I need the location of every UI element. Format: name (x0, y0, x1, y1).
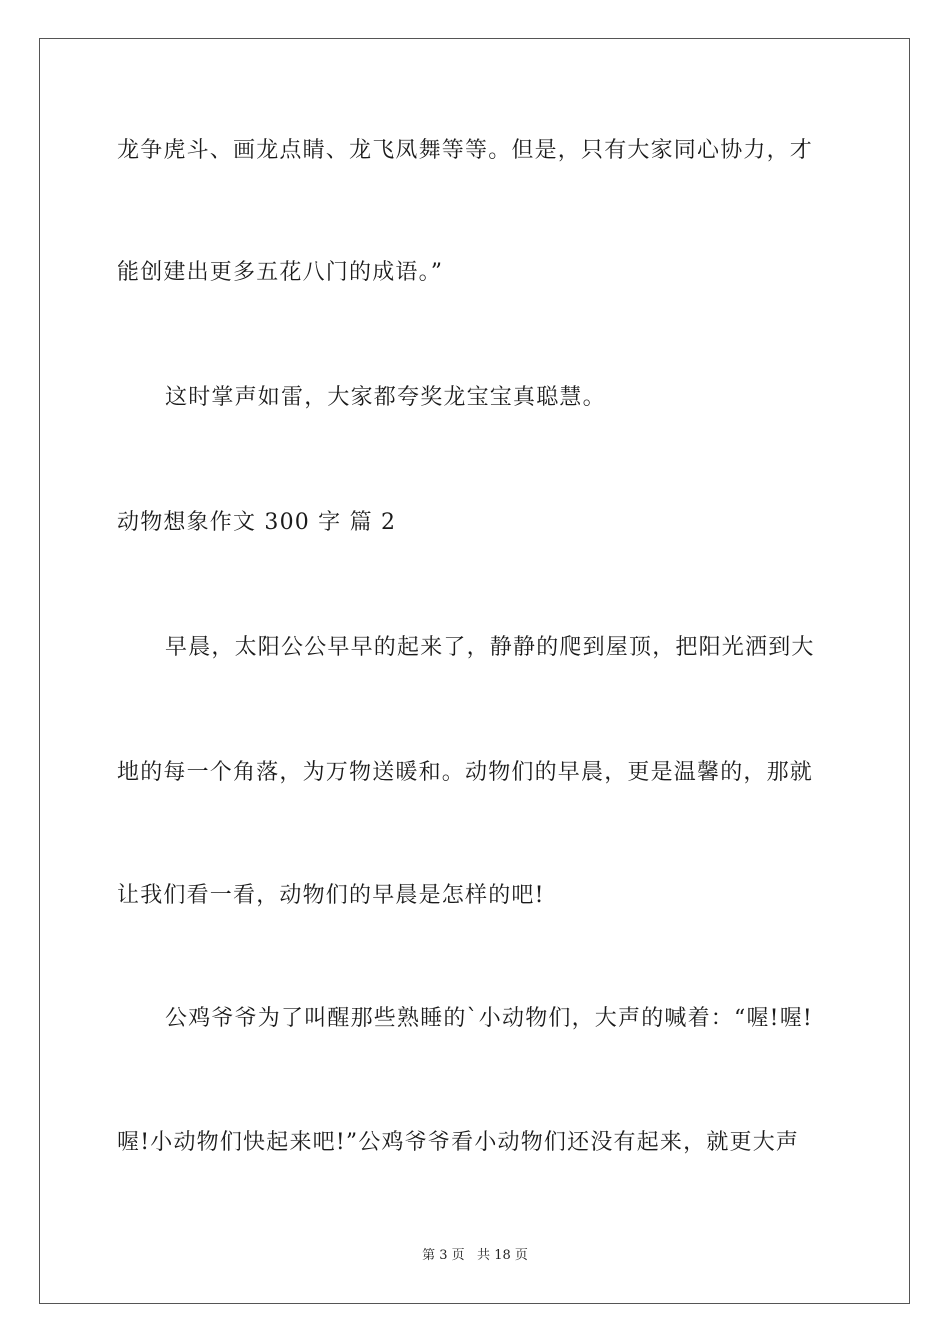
paragraph-line-2: 能创建出更多五花八门的成语。” (117, 260, 444, 285)
paragraph-line-7: 让我们看一看，动物们的早晨是怎样的吧! (117, 883, 545, 908)
paragraph-line-6: 地的每一个角落，为万物送暖和。动物们的早晨，更是温馨的，那就 (117, 760, 814, 785)
paragraph-line-9: 喔!小动物们快起来吧!”公鸡爷爷看小动物们还没有起来，就更大声 (117, 1130, 800, 1155)
page-footer: 第 3 页 共 18 页 (422, 1248, 528, 1263)
paragraph-line-5: 早晨，太阳公公早早的起来了，静静的爬到屋顶，把阳光洒到大 (165, 635, 815, 660)
page-border (39, 38, 910, 1304)
paragraph-line-1: 龙争虎斗、画龙点睛、龙飞凤舞等等。但是，只有大家同心协力，才 (117, 138, 814, 163)
section-heading: 动物想象作文 300 字 篇 2 (117, 510, 397, 535)
paragraph-line-3: 这时掌声如雷，大家都夸奖龙宝宝真聪慧。 (165, 385, 606, 410)
paragraph-line-8: 公鸡爷爷为了叫醒那些熟睡的`小动物们，大声的喊着：“喔!喔! (165, 1006, 813, 1031)
